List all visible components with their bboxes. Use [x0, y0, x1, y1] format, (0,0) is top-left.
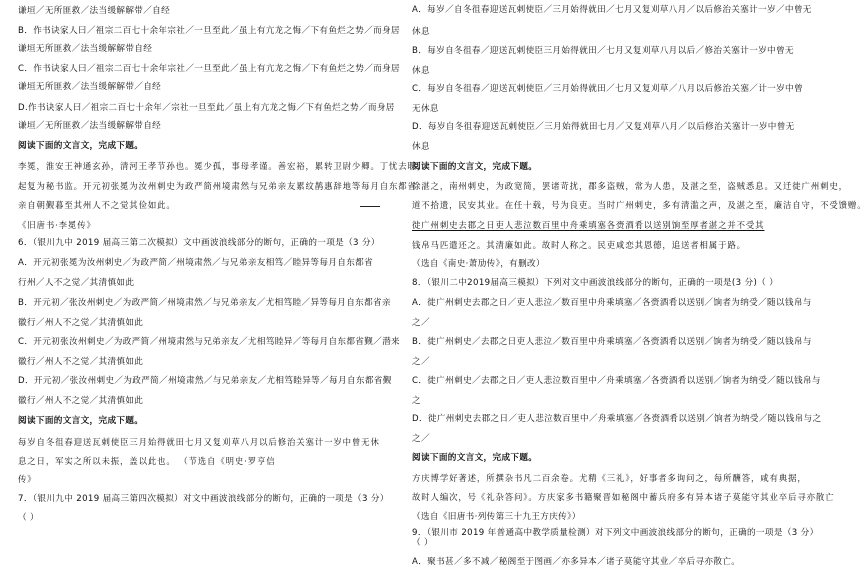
question-line: 徽行／州人不之觉／其清慎如此: [18, 318, 144, 328]
question-line: 9．（银川市 2019 年普通高中教学质量检测）对下列文中画波浪线部分的断句，正确的一项是（3 分）: [412, 528, 819, 538]
question-line: 谦垣／无所匪救／法当缓解解带自经: [18, 121, 162, 131]
question-line: C．作书诀家人曰／祖宗二百七十余年宗社／一旦至此／虽上有亢龙之悔／下有鱼烂之势／而身居: [18, 64, 400, 74]
question-line: 无休息: [412, 104, 439, 114]
question-line: C．徙广州刺史／去郡之日／吏人悲泣数百里中／舟乘填塞／各赍酒肴以送别／饷者为纳受／随以钱帛与: [412, 376, 821, 386]
question-line: 之／: [412, 434, 430, 444]
question-line: 休息: [412, 142, 430, 152]
question-line: D．徙广州刺史去郡之日／吏人悲泣数百里中／舟乘填塞／各赍酒肴以送别／饷者为纳受／随以钱帛与之: [412, 414, 822, 424]
question-line: A．聚书甚／多不减／秘阁至于图画／亦多异本／诸子莫能守其业／卒后寻亦散亡。: [412, 557, 741, 567]
question-line: D．开元初／张汝州刺史／为政严简／州境肃然／与兄弟亲友／尤相笃睦异等／每月自东都省觐: [18, 376, 392, 386]
passage-line: 徙广州刺史去郡之日吏人悲泣数百里中舟乘填塞各赍酒肴以送别饷至厚者湛之并不受其: [412, 220, 765, 230]
passage-line: 《旧唐书·李冕传》: [18, 220, 96, 230]
question-line: B．开元初／张汝州刺史／为政严简／州境肃然／与兄弟亲友／尤相笃睦／异等每月自东都省亲: [18, 298, 391, 308]
question-line: 谦垣无所匪救／法当缓解解带自经: [18, 44, 153, 54]
passage-line: 每岁自冬徂春迎送瓦剌使臣三月始得就田七月又复刈草八月以后修治关塞计一岁中曾无休: [18, 437, 380, 447]
question-line: 之／: [412, 318, 430, 328]
question-line: 徽行／州人不之觉／其清慎如此: [18, 357, 144, 367]
section-heading: 阅读下面的文言文，完成下题。: [412, 162, 538, 172]
question-line: A．每岁／自冬徂春迎送瓦剌使臣／三月始得就田／七月又复刈草八月／以后修治关塞计一岁／中曾无: [412, 5, 812, 15]
passage-line: 故时人编次，号《礼杂答问》。方庆家多书籍聚晋如秘阁中蓄兵府多有异本诸子莫能守其业卒后寻亦散亡: [412, 492, 835, 502]
passage-line: 起复为秘书监。开元初张冕为汝州刺史为政严简州境肃然与兄弟亲友累纹鹊惠辞地等每月自东都省: [18, 181, 417, 191]
section-heading: 阅读下面的文言文，完成下题。: [18, 416, 144, 426]
question-line: 8．（银川二中2019届高三模拟）下列对文中画波浪线部分的断句，正确的一项是(3 分)（ ）: [412, 278, 779, 288]
question-line: B．作书诀家人曰／祖宗二百七十余年宗社／一旦至此／虽上有亢龙之悔／下有鱼烂之势／而身居: [18, 26, 400, 36]
question-line: 休息: [412, 27, 430, 37]
section-heading: 阅读下面的文言文，完成下题。: [18, 141, 144, 151]
question-line: B．每岁自冬徂春／迎送瓦剌使臣三月始得就田／七月又复刈草八月以后／修治关塞计一岁中曾无: [412, 46, 794, 56]
question-line: A．开元初张冕为汝州刺史／为政严简／州境肃然／与兄弟亲友相笃／睦异等每月自东都省: [18, 258, 374, 268]
passage-line: 方庆博学好著述，所撰杂书凡二百余卷。尤精《三礼》，好事者多询问之，每所酬答，咸有典据，: [412, 473, 807, 483]
passage-line: 息之日，军实之所以未振，盖以此也。 （节选自《明史·罗亨信: [18, 456, 276, 466]
question-line: （ ）: [412, 538, 433, 548]
question-line: 之: [412, 396, 421, 406]
question-line: 之／: [412, 357, 430, 367]
question-line: 谦垣／无所匪救／法当缓解解带／自经: [18, 6, 171, 16]
question-line: 7．（银川九中 2019 届高三第四次模拟）对文中画波浪线部分的断句，正确的一项是（3 分）: [18, 494, 389, 504]
question-line: 行州／人不之觉／其清慎如此: [18, 278, 135, 288]
passage-line: 道不拾遗，民安其业。在任十载，号为良吏。当时广州刺史，多有清滥之声，及湛之至，廉洁自守，不受馈赠。: [412, 200, 866, 210]
question-line: 徽行／州人不之觉／其清慎如此: [18, 396, 144, 406]
question-line: B．徙广州刺史／去郡之日吏人悲泣／数百里中舟乘填塞／各赍酒肴以送别／饷者为纳受／随以钱帛与: [412, 337, 812, 347]
passage-line: 传》: [18, 474, 37, 484]
question-line: 休息: [412, 66, 430, 76]
question-line: （选自《南史·萧劢传》，有删改）: [412, 259, 545, 269]
question-line: （ ）: [18, 513, 39, 523]
passage-line: 徐湛之，南州刺史，为政宽简，罢诸苛扰，郡多盗贼，常为人患，及湛之至，盗贼悉息。又迁徙广州刺史，: [412, 181, 848, 191]
question-line: D．每岁自冬徂春迎送瓦剌使臣／三月始得就田七月／又复刈草八月／以后修治关塞计一岁中曾无: [412, 122, 795, 132]
passage-line: 亲自朝觐暮至其州人不之觉其俭如此。: [18, 200, 176, 210]
passage-line: 钱帛马匹遣还之。其清廉如此。故时人称之。民吏咸恋其恩德，追送者相属于路。: [412, 240, 746, 250]
blank-rule: [360, 206, 380, 207]
question-line: （选自《旧唐书·列传第三十九王方庆传》）: [412, 512, 581, 522]
question-line: 6．（银川九中 2019 届高三第二次模拟）文中画波浪线部分的断句，正确的一项是（3 分）: [18, 238, 380, 248]
passage-line: 李冕，淮安王神通玄孙，清河王孝节孙也。冕少孤，事母孝谨。善宏裕，累转卫尉少卿。丁忧去职，: [18, 161, 427, 171]
question-line: 谦垣无所匪救／法当缓解解带／自经: [18, 82, 162, 92]
question-line: D.作书诀家人曰／祖宗二百七十余年／宗社一旦至此／虽上有亢龙之悔／下有鱼烂之势／而身居: [18, 103, 395, 113]
question-line: A．徙广州刺史去郡之日／吏人悲泣／数百里中舟乘填塞／各赍酒肴以送别／饷者为纳受／随以钱帛与: [412, 298, 812, 308]
question-line: C．每岁自冬徂春／迎送瓦剌使臣／三月始得就田／七月又复刈草／八月以后修治关塞／计一岁中曾: [412, 84, 803, 94]
section-heading: 阅读下面的文言文，完成下题。: [412, 453, 538, 463]
question-line: C．开元初张汝州刺史／为政严简／州境肃然与兄弟亲友／尤相笃睦异／等每月自东都省觐／潜来: [18, 337, 400, 347]
